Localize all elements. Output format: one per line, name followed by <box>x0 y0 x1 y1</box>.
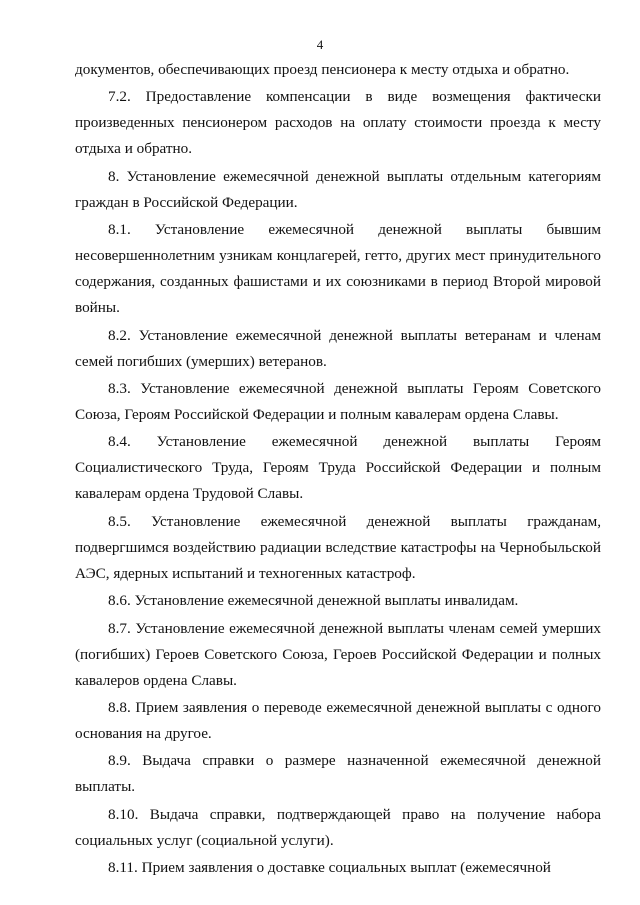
paragraph-8: 8. Установление ежемесячной денежной выплаты отдельным категориям граждан в Российской Федерации. <box>75 167 601 211</box>
paragraph-8-5: 8.5. Установление ежемесячной денежной выплаты гражданам, подвергшимся воздействию радиации вследствие катастрофы на Чернобыльской АЭС, ядерных испытаний и техногенных катастроф. <box>75 512 601 582</box>
paragraph-8-8: 8.8. Прием заявления о переводе ежемесячной денежной выплаты с одного основания на другое. <box>75 698 601 742</box>
paragraph-7-2: 7.2. Предоставление компенсации в виде возмещения фактически произведенных пенсионером расходов на оплату стоимости проезда к месту отдыха и обратно. <box>75 88 601 158</box>
paragraph-8-4: 8.4. Установление ежемесячной денежной выплаты Героям Социалистического Труда, Героям Труда Российской Федерации и полным кавалерам ордена Трудовой Славы. <box>75 433 601 503</box>
paragraph-8-1: 8.1. Установление ежемесячной денежной выплаты бывшим несовершеннолетним узникам концлагерей, гетто, других мест принудительного содержания, созданных фашистами и их союзниками в период Второй мировой войны. <box>75 221 601 317</box>
paragraph-8-7: 8.7. Установление ежемесячной денежной выплаты членам семей умерших (погибших) Героев Советского Союза, Героев Российской Федерации и полных кавалеров ордена Славы. <box>75 619 601 689</box>
paragraph-8-2: 8.2. Установление ежемесячной денежной выплаты ветеранам и членам семей погибших (умерших) ветеранов. <box>75 326 601 370</box>
paragraph-8-11: 8.11. Прием заявления о доставке социальных выплат (ежемесячной <box>108 859 551 877</box>
paragraph-8-10: 8.10. Выдача справки, подтверждающей право на получение набора социальных услуг (социальной услуги). <box>75 805 601 849</box>
paragraph-8-9: 8.9. Выдача справки о размере назначенной ежемесячной денежной выплаты. <box>75 752 601 796</box>
document-body <box>75 57 601 882</box>
page-number: 4 <box>316 37 324 52</box>
paragraph-8-3: 8.3. Установление ежемесячной денежной выплаты Героям Советского Союза, Героям Российской Федерации и полным кавалерам ордена Славы. <box>75 379 601 423</box>
paragraph-continuation: документов, обеспечивающих проезд пенсионера к месту отдыха и обратно. <box>75 61 570 78</box>
paragraph-8-6: 8.6. Установление ежемесячной денежной выплаты инвалидам. <box>108 592 519 610</box>
